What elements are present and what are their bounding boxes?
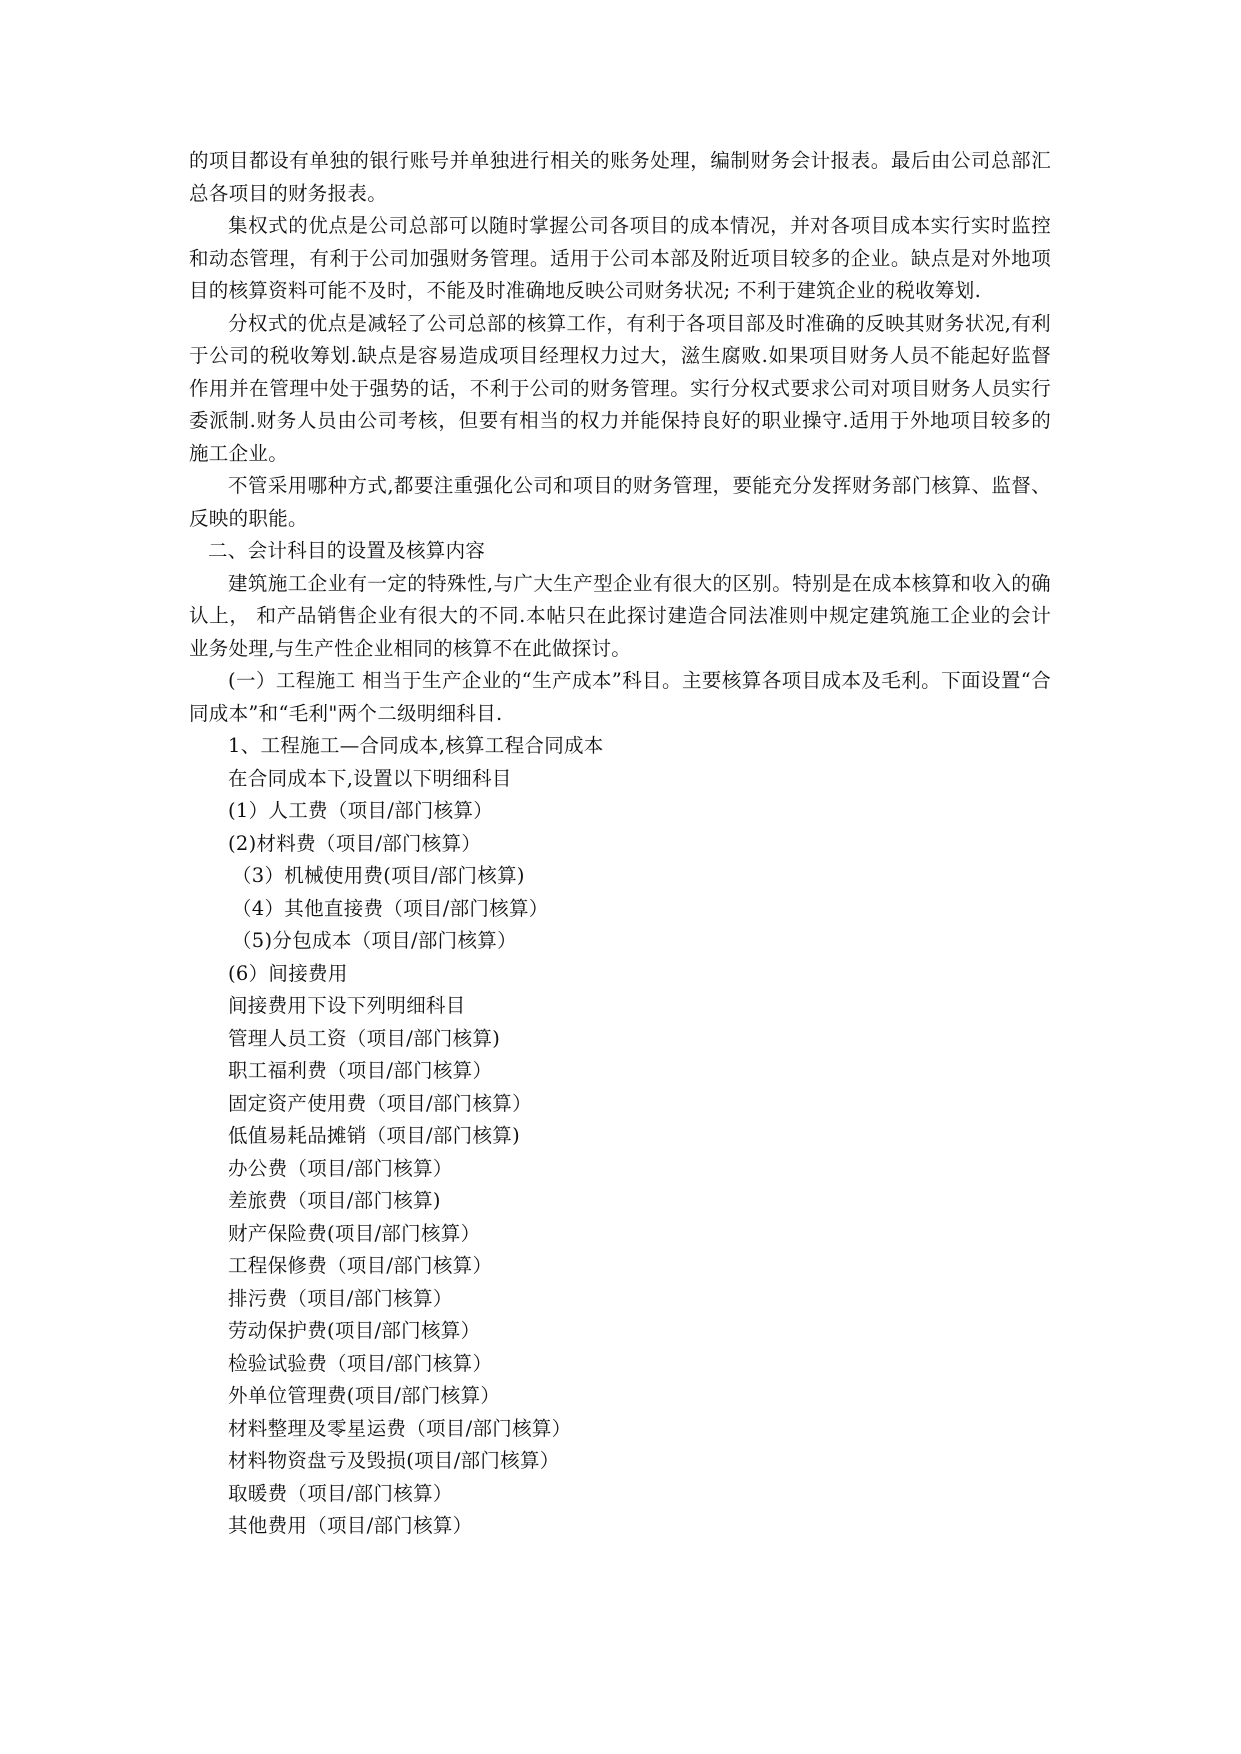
list-item: 检验试验费（项目/部门核算） [228,1351,493,1375]
list-item: 在合同成本下,设置以下明细科目 [228,766,512,790]
list-item: 排污费（项目/部门核算） [228,1286,453,1310]
list-item: 低值易耗品摊销（项目/部门核算) [228,1124,520,1147]
list-item: 管理人员工资（项目/部门核算) [228,1026,501,1050]
list-item: 1、工程施工—合同成本,核算工程合同成本 [228,734,604,757]
list-item: （3）机械使用费(项目/部门核算) [232,864,525,887]
document-body [189,145,1051,1543]
section-heading-accounts: 二、会计科目的设置及核算内容 [208,539,486,562]
paragraph-centralized: 集权式的优点是公司总部可以随时掌握公司各项目的成本情况，并对各项目成本实行实时监控和动态管理，有利于公司加强财务管理。适用于公司本部及附近项目较多的企业。缺点是对外地项目的核算资料可能不及时，不能及时准确地反映公司财务状况; 不利于建筑企业的税收筹划. [189,214,1051,302]
list-item: (2)材料费（项目/部门核算） [228,831,482,855]
list-item: 劳动保护费(项目/部门核算） [228,1319,481,1342]
list-item: 材料物资盘亏及毁损(项目/部门核算） [228,1449,560,1472]
list-item: 办公费（项目/部门核算） [228,1156,453,1180]
list-item: 间接费用下设下列明细科目 [228,994,466,1017]
paragraph-accounts-intro: 的项目都设有单独的银行账号并单独进行相关的账务处理，编制财务会计报表。最后由公司总部汇总各项目的财务报表。 [189,149,1051,205]
paragraph-construction-special: 建筑施工企业有一定的特殊性,与广大生产型企业有很大的区别。特别是在成本核算和收入的确认上， 和产品销售企业有很大的不同.本帖只在此探讨建造合同法准则中规定建筑施工企业的会计业务处理,与生产性企业相同的核算不在此做探讨。 [189,571,1051,660]
list-item: (6）间接费用 [228,961,348,985]
list-item: 职工福利费（项目/部门核算） [228,1059,493,1082]
list-item: （4）其他直接费（项目/部门核算） [232,896,549,920]
list-item: 其他费用（项目/部门核算） [228,1514,473,1537]
paragraph-engineering-construction: (一）工程施工 相当于生产企业的“生产成本”科目。主要核算各项目成本及毛利。下面设置“合同成本”和“毛利"两个二级明细科目. [189,669,1051,725]
paragraph-either-way: 不管采用哪种方式,都要注重强化公司和项目的财务管理，要能充分发挥财务部门核算、监督、反映的职能。 [189,474,1051,530]
list-item: 固定资产使用费（项目/部门核算） [228,1091,532,1115]
list-item: (1）人工费（项目/部门核算） [228,799,494,822]
list-item: 财产保险费(项目/部门核算） [228,1221,481,1245]
list-item: 差旅费（项目/部门核算) [228,1189,441,1212]
list-item: 材料整理及零星运费（项目/部门核算） [228,1416,572,1440]
list-item: 工程保修费（项目/部门核算） [228,1254,493,1277]
list-item: 取暖费（项目/部门核算） [228,1481,453,1505]
list-item: （5)分包成本（项目/部门核算） [232,929,517,952]
list-item: 外单位管理费(项目/部门核算） [228,1384,501,1407]
paragraph-decentralized: 分权式的优点是减轻了公司总部的核算工作，有利于各项目部及时准确的反映其财务状况,有利于公司的税收筹划.缺点是容易造成项目经理权力过大，滋生腐败.如果项目财务人员不能起好监督作用并在管理中处于强势的话，不利于公司的财务管理。实行分权式要求公司对项目财务人员实行委派制.财务人员由公司考核，但要有相当的权力并能保持良好的职业操守.适用于外地项目较多的施工企业。 [189,311,1051,465]
